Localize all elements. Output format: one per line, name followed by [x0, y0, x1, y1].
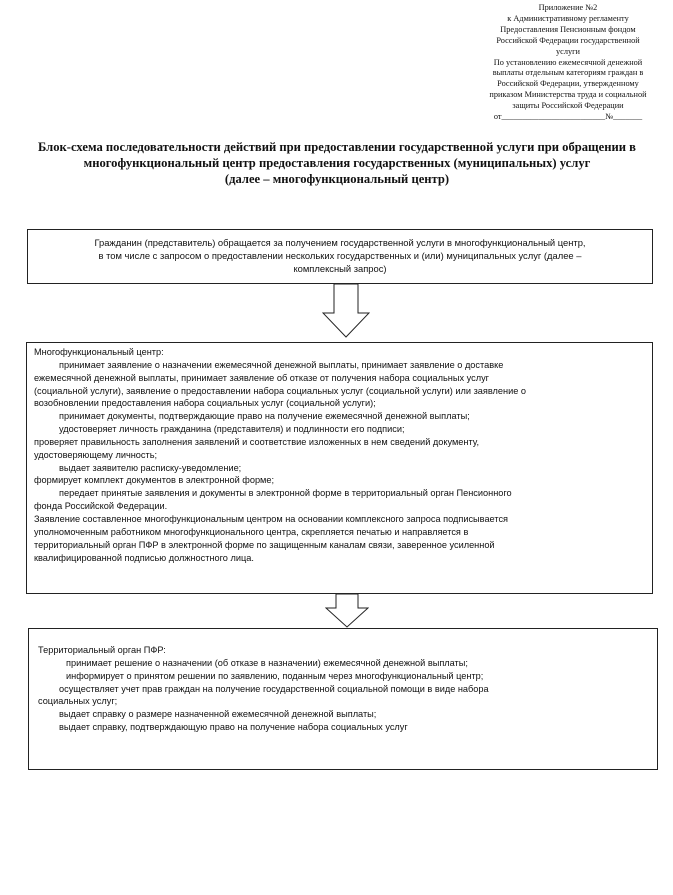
appendix-line: услуги — [556, 46, 580, 56]
title-line: Блок-схема последовательности действий при предоставлении государственной услуги при обращении в — [38, 140, 636, 154]
appendix-line: выплаты отдельным категориям граждан в — [492, 68, 644, 78]
step3-line: выдает справку, подтверждающую право на получение набора социальных услуг — [59, 722, 408, 733]
step2-line: принимает документы, подтверждающие право на получение ежемесячной денежной выплаты; — [59, 411, 470, 422]
appendix-line: Российской Федерации, утвержденному — [497, 79, 639, 89]
step-mfc-box — [26, 342, 653, 594]
appendix-line: защиты Российской Федерации — [512, 101, 624, 111]
step2-line: удостоверяет личность гражданина (представителя) и подлинности его подписи; — [59, 424, 405, 435]
step2-line: ежемесячной денежной выплаты, принимает заявление об отказе от получения набора социальных услуг — [34, 372, 490, 383]
step3-line: информирует о принятом решении по заявлению, поданным через многофункциональный центр; — [66, 670, 484, 681]
page-title — [4, 139, 670, 187]
step2-line: фонда Российской Федерации. — [34, 501, 168, 512]
appendix-line: По установлению ежемесячной денежной — [493, 57, 643, 67]
step2-line: квалифицированной подписью должностного лица. — [34, 552, 254, 563]
step2-line: возобновлении предоставления набора социальных услуг (социальной услуги); — [34, 398, 376, 409]
appendix-line: от_________________________№_______ — [493, 112, 643, 122]
appendix-line: к Административному регламенту — [507, 13, 629, 23]
step2-line: Заявление составленное многофункциональным центром на основании комплексного запроса подписывается — [34, 513, 509, 524]
appendix-block — [468, 3, 668, 123]
title-line: (далее – многофункциональный центр) — [224, 172, 450, 186]
down-arrow-icon — [322, 284, 370, 338]
step3-line: принимает решение о назначении (об отказе в назначении) ежемесячной денежной выплаты; — [66, 657, 468, 668]
step3-heading: Территориальный орган ПФР: — [38, 645, 166, 655]
appendix-line: Приложение №2 — [538, 3, 598, 12]
step2-heading: Многофункциональный центр: — [34, 347, 164, 357]
step1-line: в том числе с запросом о предоставлении нескольких государственных и (или) муниципальных услуг (далее – — [98, 249, 582, 261]
step-pfr-box — [28, 628, 658, 770]
step2-line: выдает заявителю расписку-уведомление; — [59, 462, 242, 473]
step2-line: территориальный орган ПФР в электронной форме по защищенным каналам связи, заверенное усиленной — [34, 539, 495, 550]
step2-line: формирует комплект документов в электронной форме; — [34, 475, 275, 486]
step3-line: осуществляет учет прав граждан на получение государственной социальной помощи в виде набора — [59, 683, 489, 694]
title-line: многофункциональный центр предоставления государственных (муниципальных) услуг — [83, 156, 591, 170]
down-arrow-icon — [325, 594, 369, 628]
step3-line: социальных услуг; — [38, 696, 118, 707]
step2-line: принимает заявление о назначении ежемесячной денежной выплаты, принимает заявление о доставке — [59, 359, 504, 370]
step1-line: комплексный запрос) — [293, 262, 387, 274]
step2-line: уполномоченным работником многофункционального центра, скрепляется печатью и направляется в — [34, 526, 469, 537]
step2-line: проверяет правильность заполнения заявлений и соответствие изложенных в нем сведений документу, — [34, 436, 479, 447]
step2-line: (социальной услуги), заявление о предоставлении набора социальных услуг (социальной услуги) или заявление о — [34, 385, 527, 396]
step-citizen-box — [27, 229, 653, 284]
appendix-line: приказом Министерства труда и социальной — [489, 90, 647, 100]
appendix-line: Российской Федерации государственной — [496, 35, 640, 45]
appendix-line: Предоставления Пенсионным фондом — [500, 24, 636, 34]
step3-line: выдает справку о размере назначенной ежемесячной денежной выплаты; — [59, 709, 377, 720]
step2-line: передает принятые заявления и документы в электронной форме в территориальный орган Пенсионного — [59, 488, 512, 499]
step1-line: Гражданин (представитель) обращается за получением государственной услуги в многофункциональный центр, — [94, 237, 586, 248]
step2-line: удостоверяющему личность; — [34, 449, 158, 460]
